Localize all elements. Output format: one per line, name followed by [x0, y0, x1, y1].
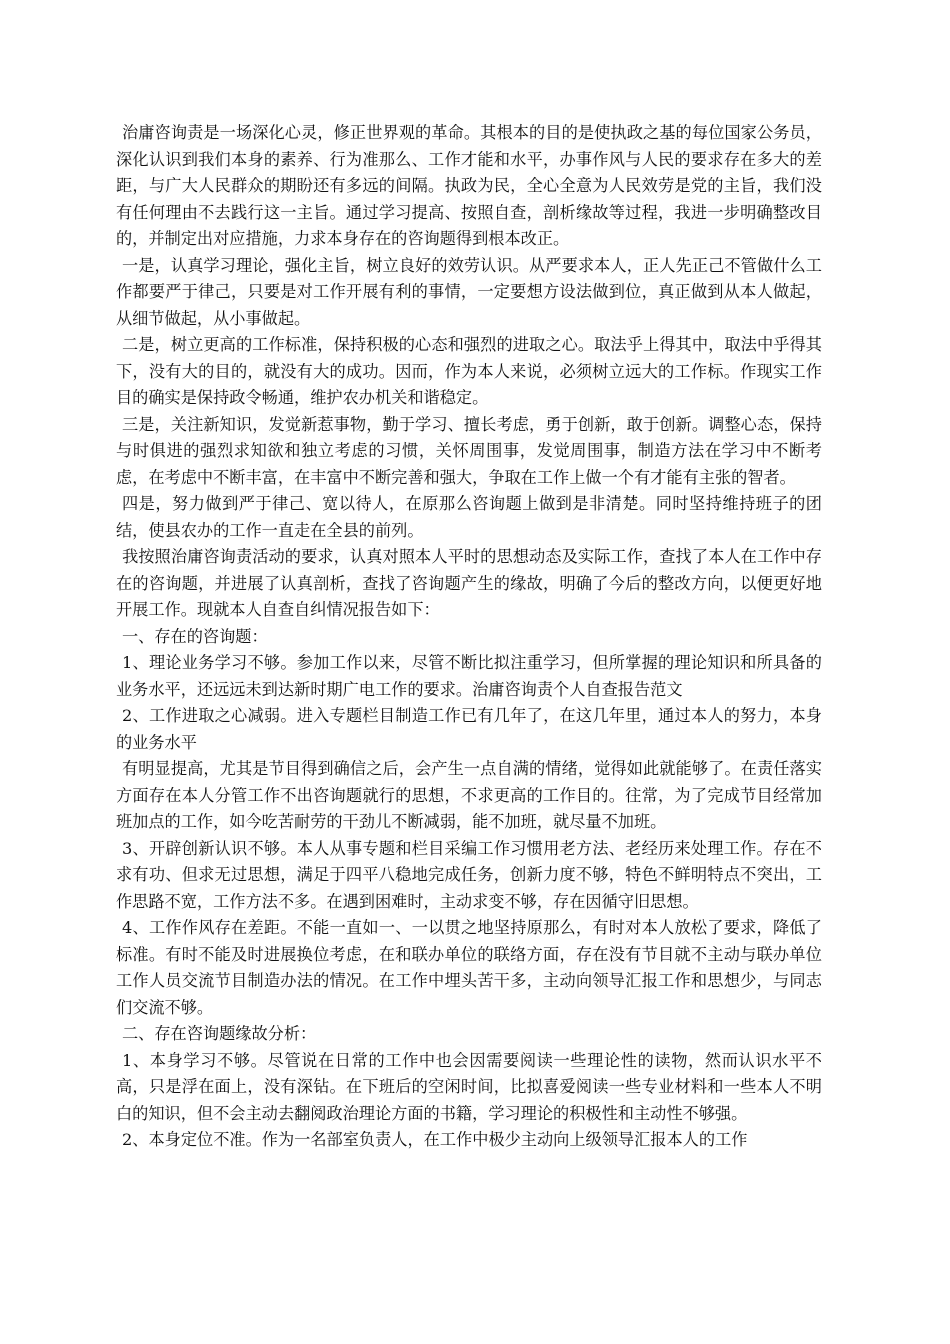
paragraph-point-3: 三是，关注新知识，发觉新惹事物，勤于学习、擅长考虑，勇于创新，敢于创新。调整心态，保持与时俱进的强烈求知欲和独立考虑的习惯，关怀周围事，发觉周围事，制造方法在学习中不断考虑，在考虑中不断丰富，在丰富中不断完善和强大，争取在工作上做一个有才能有主张的智者。: [116, 414, 822, 487]
paragraph-problem-3: 3、开辟创新认识不够。本人从事专题和栏目采编工作习惯用老方法、老经历来处理工作。存在不求有功、但求无过思想，满足于四平八稳地完成任务，创新力度不够，特色不鲜明特点不突出，工作思路不宽，工作方法不多。在遇到困难时，主动求变不够，存在因循守旧思想。: [116, 838, 822, 911]
paragraph-cause-1: 1、本身学习不够。尽管说在日常的工作中也会因需要阅读一些理论性的读物，然而认识水平不高，只是浮在面上，没有深钻。在下班后的空闲时间，比拟喜爱阅读一些专业材料和一些本人不明白的知识，但不会主动去翻阅政治理论方面的书籍，学习理论的积极性和主动性不够强。: [116, 1050, 822, 1123]
paragraph-problem-2: 2、工作进取之心减弱。进入专题栏目制造工作已有几年了，在这几年里，通过本人的努力，本身的业务水平: [116, 706, 822, 752]
paragraph-point-2: 二是，树立更高的工作标准，保持积极的心态和强烈的进取之心。取法乎上得其中，取法中乎得其下，没有大的目的，就没有大的成功。因而，作为本人来说，必须树立远大的工作标。作现实工作目的确实是保持政令畅通，维护农办机关和谐稳定。: [116, 335, 822, 407]
paragraph-intro: 治庸咨询责是一场深化心灵，修正世界观的革命。其根本的目的是使执政之基的每位国家公务员，深化认识到我们本身的素养、行为准那么、工作才能和水平，办事作风与人民的要求存在多大的差距，与广大人民群众的期盼还有多远的间隔。执政为民，全心全意为人民效劳是党的主旨，我们没有任何理由不去践行这一主旨。通过学习提高、按照自查，剖析缘故等过程，我进一步明确整改目的，并制定出对应措施，力求本身存在的咨询题得到根本改正。: [116, 123, 822, 248]
paragraph-problem-1: 1、理论业务学习不够。参加工作以来，尽管不断比拟注重学习，但所掌握的理论知识和所具备的业务水平，还远远未到达新时期广电工作的要求。治庸咨询责个人自查报告范文: [116, 653, 822, 699]
paragraph-cause-2: 2、本身定位不准。作为一名部室负责人，在工作中极少主动向上级领导汇报本人的工作: [122, 1130, 748, 1149]
section-heading-causes: 二、存在咨询题缘故分析：: [122, 1024, 317, 1043]
section-heading-problems: 一、存在的咨询题：: [122, 626, 268, 646]
paragraph-problem-2-continued: 有明显提高，尤其是节目得到确信之后，会产生一点自满的情绪，觉得如此就能够了。在责任落实方面存在本人分管工作不出咨询题就行的思想，不求更高的工作目的。往常，为了完成节目经常加班加点的工作，如今吃苦耐劳的干劲儿不断减弱，能不加班，就尽量不加班。: [116, 759, 822, 831]
paragraph-problem-4: 4、工作作风存在差距。不能一直如一、一以贯之地坚持原那么，有时对本人放松了要求，降低了标准。有时不能及时进展换位考虑，在和联办单位的联络方面，存在没有节目就不主动与联办单位工作人员交流节目制造办法的情况。在工作中埋头苦干多，主动向领导汇报工作和思想少，与同志们交流不够。: [116, 918, 822, 1017]
paragraph-report-intro: 我按照治庸咨询责活动的要求，认真对照本人平时的思想动态及实际工作，查找了本人在工作中存在的咨询题，并进展了认真剖析，查找了咨询题产生的缘故，明确了今后的整改方向，以便更好地开展工作。现就本人自查自纠情况报告如下：: [116, 547, 822, 619]
paragraph-point-4: 四是，努力做到严于律己、宽以待人，在原那么咨询题上做到是非清楚。同时坚持维持班子的团结，使县农办的工作一直走在全县的前列。: [116, 494, 822, 540]
document-body: [116, 120, 822, 1154]
paragraph-point-1: 一是，认真学习理论，强化主旨，树立良好的效劳认识。从严要求本人，正人先正己不管做什么工作都要严于律己，只要是对工作开展有利的事情，一定要想方设法做到位，真正做到从本人做起，从细节做起，从小事做起。: [116, 255, 822, 328]
